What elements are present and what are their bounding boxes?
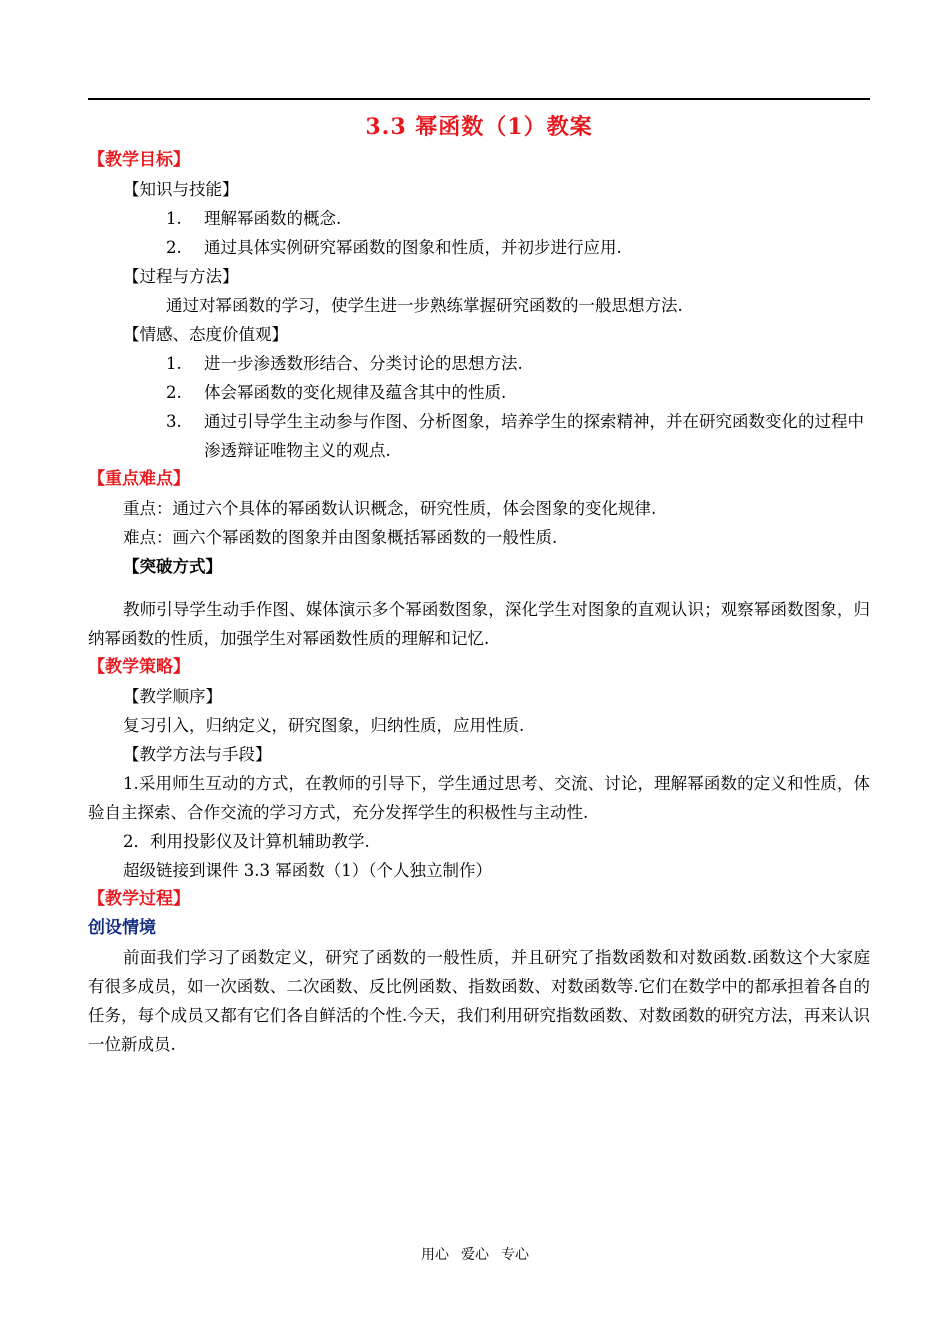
list-item bbox=[88, 407, 870, 465]
key-point-text: 重点：通过六个具体的幂函数认识概念，研究性质，体会图象的变化规律. bbox=[123, 499, 657, 518]
method-text-1: 1.采用师生互动的方式，在教师的引导下，学生通过思考、交流、讨论，理解幂函数的定义和性质，体验自主探索、合作交流的学习方式，充分发挥学生的积极性与主动性. bbox=[88, 774, 870, 822]
list-item bbox=[88, 204, 870, 233]
method-text-2: 2．利用投影仪及计算机辅助教学. bbox=[123, 832, 370, 851]
situation-text: 前面我们学习了函数定义，研究了函数的一般性质，并且研究了指数函数和对数函数.函数这个大家庭有很多成员，如一次函数、二次函数、反比例函数、指数函数、对数函数等.它们在数学中的都承担着各自的任务，每个成员又都有它们各自鲜活的个性.今天，我们利用研究指数函数、对数函数的研究方法，再来认识一位新成员. bbox=[88, 948, 870, 1054]
order-text: 复习引入，归纳定义，研究图象，归纳性质，应用性质. bbox=[123, 716, 525, 735]
list-item bbox=[88, 233, 870, 262]
section-heading-goals: 【教学目标】 bbox=[88, 150, 190, 170]
subheading-methods: 【教学方法与手段】 bbox=[123, 745, 272, 764]
courseware-link[interactable]: 超级链接到课件 3.3 幂函数（1）（个人独立制作） bbox=[123, 861, 492, 880]
subheading-knowledge: 【知识与技能】 bbox=[123, 180, 239, 199]
list-text: 通过具体实例研究幂函数的图象和性质，并初步进行应用. bbox=[204, 238, 622, 257]
difficulty-text: 难点：画六个幂函数的图象并由图象概括幂函数的一般性质. bbox=[123, 528, 558, 547]
breakthrough-text: 教师引导学生动手作图、媒体演示多个幂函数图象，深化学生对图象的直观认识；观察幂函数图象，归纳幂函数的性质，加强学生对幂函数性质的理解和记忆. bbox=[88, 600, 870, 648]
subheading-order: 【教学顺序】 bbox=[123, 687, 222, 706]
section-heading-key-points: 【重点难点】 bbox=[88, 469, 190, 489]
list-number: 1. bbox=[166, 209, 182, 228]
subheading-process: 【过程与方法】 bbox=[123, 267, 239, 286]
list-number: 2. bbox=[166, 238, 182, 257]
subheading-emotion: 【情感、态度价值观】 bbox=[123, 325, 288, 344]
process-text: 通过对幂函数的学习，使学生进一步熟练掌握研究函数的一般思想方法. bbox=[166, 296, 683, 315]
document-title: 3.3 幂函数（1）教案 bbox=[365, 114, 593, 140]
list-number: 3. bbox=[166, 412, 182, 431]
footer-word: 专心 bbox=[501, 1247, 529, 1263]
header-rule bbox=[88, 98, 870, 100]
list-number: 1. bbox=[166, 354, 182, 373]
list-item bbox=[88, 349, 870, 378]
list-text: 体会幂函数的变化规律及蕴含其中的性质. bbox=[204, 383, 507, 402]
subheading-situation: 创设情境 bbox=[88, 918, 156, 938]
list-number: 2. bbox=[166, 383, 182, 402]
section-heading-strategy: 【教学策略】 bbox=[88, 657, 190, 677]
footer-word: 用心 bbox=[421, 1247, 449, 1263]
list-text: 通过引导学生主动参与作图、分析图象，培养学生的探索精神，并在研究函数变化的过程中渗透辩证唯物主义的观点. bbox=[204, 412, 864, 460]
list-item bbox=[88, 378, 870, 407]
page-footer bbox=[0, 1244, 950, 1264]
footer-word: 爱心 bbox=[461, 1247, 489, 1263]
section-heading-process: 【教学过程】 bbox=[88, 889, 190, 909]
document-body bbox=[88, 112, 870, 1059]
list-text: 进一步渗透数形结合、分类讨论的思想方法. bbox=[204, 354, 523, 373]
subheading-breakthrough: 【突破方式】 bbox=[123, 557, 222, 576]
list-text: 理解幂函数的概念. bbox=[204, 209, 342, 228]
